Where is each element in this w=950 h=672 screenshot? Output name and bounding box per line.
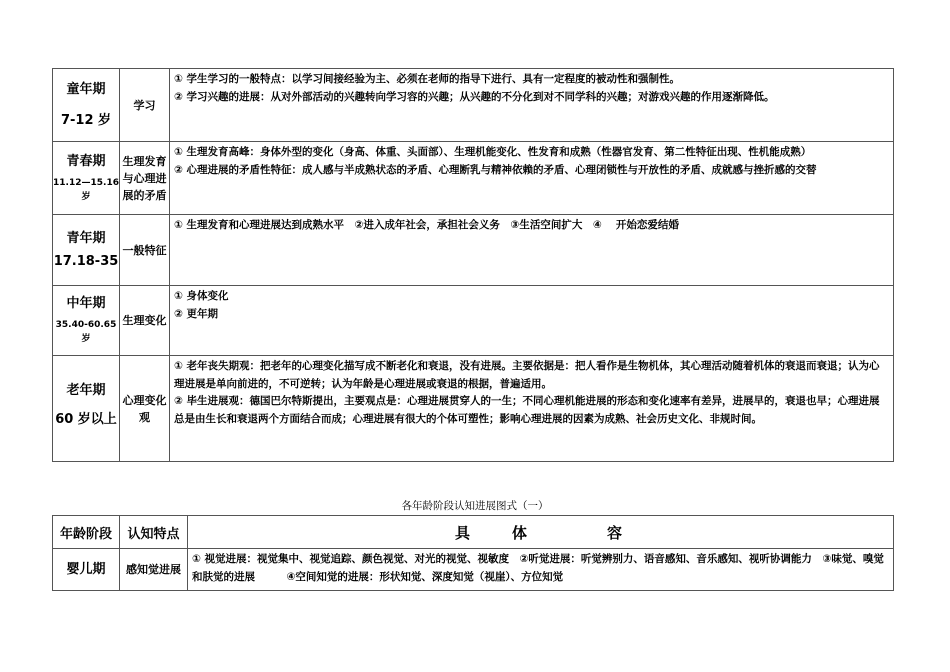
content-cell	[170, 215, 894, 286]
stage-name: 老年期	[66, 383, 106, 398]
stage-age: 35.40-60.65 岁	[55, 320, 117, 344]
content-line: ① 老年丧失期观：把老年的心理变化描写成不断老化和衰退，没有进展。主要依据是：把人看作是生物机体，其心理活动随着机体的衰退而衰退；认为心理进展是单向前进的，不可逆转；认为年龄是心理进展或衰退的根据，普遍适用。	[174, 360, 880, 390]
stage-name: 中年期	[66, 296, 106, 311]
cognitive-development-table	[52, 515, 894, 591]
category-cell: 生理变化	[120, 286, 170, 356]
category-cell: 心理变化观	[120, 356, 170, 462]
content-line: ② 学习兴趣的进展：从对外部活动的兴趣转向学习容的兴趣；从兴趣的不分化到对不同学科的兴趣；对游戏兴趣的作用逐渐降低。	[174, 90, 775, 103]
header-age-stage: 年龄阶段	[53, 516, 120, 549]
category-cell: 学习	[120, 69, 170, 142]
content-cell	[170, 142, 894, 215]
content-cell	[170, 69, 894, 142]
stage-name: 婴儿期	[66, 562, 106, 577]
category-cell: 生理发育与心理进展的矛盾	[120, 142, 170, 215]
stage-name: 青春期	[66, 153, 106, 169]
content-cell	[170, 286, 894, 356]
category-cell: 一般特征	[120, 215, 170, 286]
stage-age: 7-12 岁	[60, 113, 112, 128]
header-row	[53, 516, 894, 549]
stage-cell	[53, 356, 120, 462]
stage-cell	[53, 142, 120, 215]
table-row	[53, 356, 894, 462]
table-row	[53, 69, 894, 142]
content-line: ② 更年期	[174, 307, 219, 320]
content-line: ② 毕生进展观：德国巴尔特斯提出，主要观点是：心理进展贯穿人的一生；不同心理机能进展的形态和变化速率有差异，进展早的，衰退也早；心理进展总是由生长和衰退两个方面结合而成；心理进展有很大的个体可塑性；影响心理进展的因素为成熟、社会历史文化、非规时间。	[174, 395, 880, 425]
stage-age: 11.12—15.16 岁	[53, 177, 119, 202]
stage-name: 青年期	[66, 231, 106, 246]
stage-cell	[53, 69, 120, 142]
table-caption: 各年龄阶段认知进展图式（一）	[401, 500, 549, 512]
stage-cell	[53, 286, 120, 356]
table-row	[53, 142, 894, 215]
category-cell: 感知觉进展	[120, 549, 188, 591]
stage-age: 17.18-35	[53, 254, 119, 269]
content-line: ① 学生学习的一般特点：以学习间接经验为主、必须在老师的指导下进行、具有一定程度的被动性和强制性。	[174, 73, 681, 85]
content-cell: ① 视觉进展：视觉集中、视觉追踪、颜色视觉、对光的视觉、视敏度 ②听觉进展：听觉辨别力、语音感知、音乐感知、视听协调能力 ③味觉、嗅觉和肤觉的进展 ④空间知觉的进展：形状知觉、深度知觉（视崖）、方位知觉	[188, 549, 894, 591]
content-line: ① 生理发育和心理进展达到成熟水平 ②进入成年社会，承担社会义务 ③生活空间扩大 ④ 开始恋爱结婚	[174, 219, 679, 231]
stage-age: 60 岁以上	[55, 412, 117, 427]
table-row	[53, 286, 894, 356]
table-row	[53, 215, 894, 286]
stage-cell	[53, 215, 120, 286]
table-row	[53, 549, 894, 591]
content-line: ① 生理发育高峰：身体外型的变化（身高、体重、头面部）、生理机能变化、性发育和成熟（性器官发育、第二性特征出现、性机能成熟）	[174, 146, 812, 158]
header-specific-content: 具 体 容	[188, 516, 894, 549]
content-line: ① 身体变化	[174, 290, 229, 302]
stage-name: 童年期	[66, 82, 106, 97]
development-table	[52, 68, 894, 462]
content-line: ② 心理进展的矛盾性特征：成人感与半成熟状态的矛盾、心理断乳与精神依赖的矛盾、心理闭锁性与开放性的矛盾、成就感与挫折感的交替	[174, 163, 817, 176]
content-cell	[170, 356, 894, 462]
stage-cell	[53, 549, 120, 591]
header-cognitive-features: 认知特点	[120, 516, 188, 549]
